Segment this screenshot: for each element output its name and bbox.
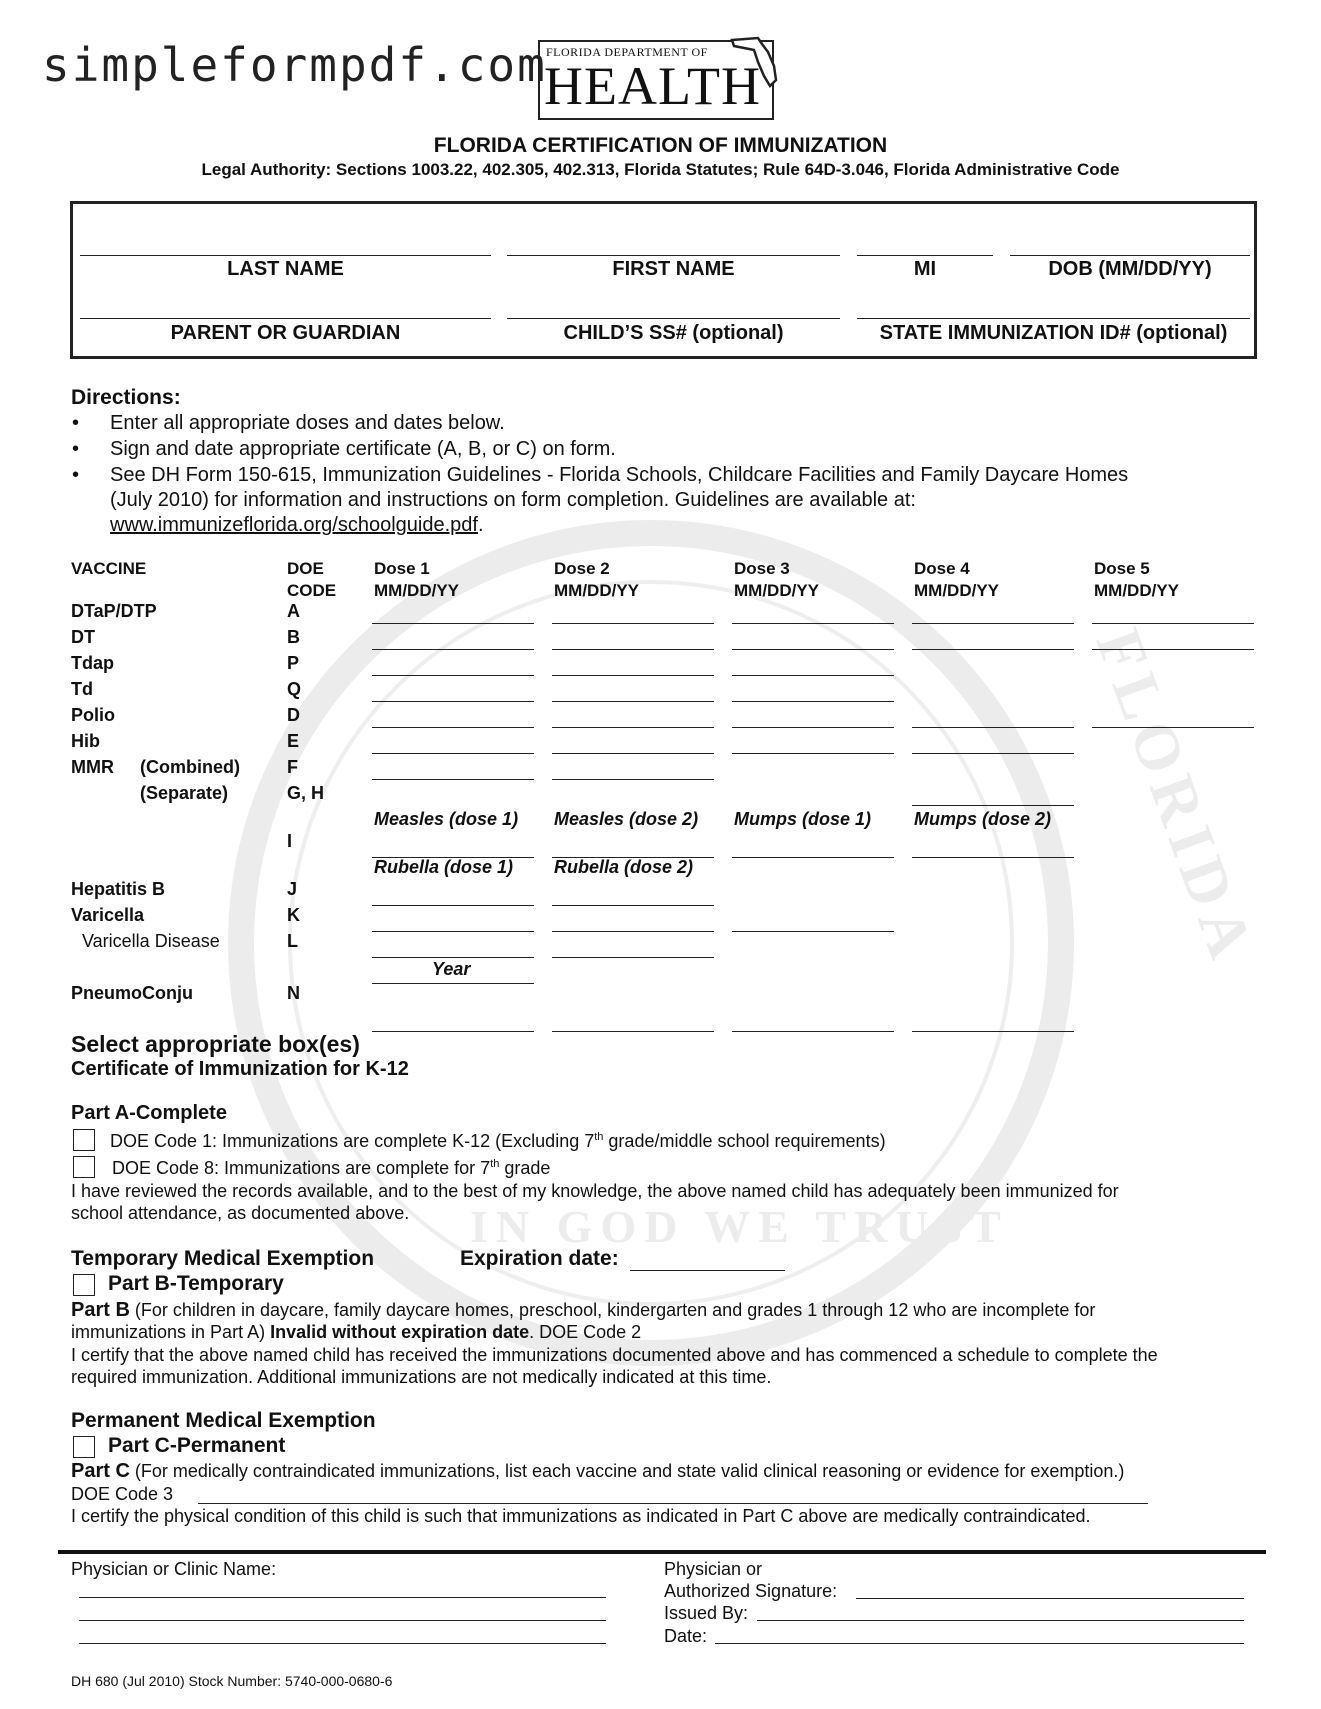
mi-label: MI — [913, 258, 937, 280]
vaccine-name: Tdap — [71, 653, 114, 673]
dose-5-header: Dose 5 — [1094, 559, 1150, 578]
dose-date-field[interactable] — [372, 957, 534, 958]
bullet-icon: • — [72, 438, 80, 460]
vaccine-code: J — [287, 879, 298, 899]
dose-date-field[interactable] — [552, 857, 714, 858]
temporary-exemption-heading: Temporary Medical Exemption — [71, 1247, 375, 1270]
dose-date-field[interactable] — [1092, 649, 1254, 650]
part-c-label: Part C — [71, 1460, 130, 1482]
part-a-heading: Part A-Complete — [71, 1102, 227, 1124]
dose-date-field[interactable] — [372, 753, 534, 754]
physician-label: Physician or — [664, 1559, 763, 1579]
vaccine-name: Polio — [71, 705, 115, 725]
part-b-label: Part B — [71, 1299, 130, 1321]
parent-guardian-field[interactable] — [80, 318, 491, 319]
clinic-name-field-3[interactable] — [79, 1643, 606, 1644]
dob-label: DOB (MM/DD/YY) — [1048, 258, 1212, 280]
issued-by-field[interactable] — [757, 1620, 1244, 1621]
dose-date-field[interactable] — [732, 623, 894, 624]
dose-date-field[interactable] — [552, 701, 714, 702]
select-heading: Select appropriate box(es) — [71, 1031, 360, 1057]
dose-date-field[interactable] — [552, 931, 714, 932]
florida-map-icon — [728, 30, 780, 90]
dose-date-field[interactable] — [552, 957, 714, 958]
clinic-name-field-2[interactable] — [79, 1620, 606, 1621]
state-immunization-id-field[interactable] — [857, 318, 1250, 319]
dose-date-field[interactable] — [1092, 727, 1254, 728]
dose-date-field[interactable] — [732, 931, 894, 932]
last-name-field[interactable] — [80, 255, 491, 256]
vaccine-code: P — [287, 653, 300, 673]
dose-date-field[interactable] — [372, 1031, 534, 1032]
clinic-name-label: Physician or Clinic Name: — [71, 1559, 277, 1579]
child-ssn-field[interactable] — [507, 318, 840, 319]
guidelines-link-line — [110, 514, 484, 537]
dose-3-format: MM/DD/YY — [734, 581, 819, 600]
dose-5-format: MM/DD/YY — [1094, 581, 1179, 600]
part-b-certification-2: required immunization. Additional immunizations are not medically indicated at this time. — [71, 1367, 772, 1387]
vaccine-name: DT — [71, 627, 95, 647]
doe-code-8-checkbox[interactable] — [73, 1156, 95, 1178]
permanent-exemption-heading: Permanent Medical Exemption — [71, 1409, 376, 1432]
part-c-desc-text: (For medically contraindicated immunizations, list each vaccine and state valid clinical reasoning or evidence for exemption.) — [129, 1461, 1125, 1481]
dose-date-field[interactable] — [372, 779, 534, 780]
bullet-icon: • — [72, 412, 80, 434]
logo-top-text: FLORIDA DEPARTMENT OF — [546, 45, 708, 59]
guidelines-link[interactable]: www.immunizeflorida.org/schoolguide.pdf — [110, 514, 478, 536]
child-ssn-label: CHILD’S SS# (optional) — [563, 322, 784, 344]
part-b-invalid-note: Invalid without expiration date — [270, 1322, 530, 1342]
dose-date-field[interactable] — [912, 753, 1074, 754]
dose-date-field[interactable] — [732, 701, 894, 702]
state-immunization-id-label: STATE IMMUNIZATION ID# (optional) — [879, 322, 1228, 344]
site-watermark: simpleformpdf.com — [42, 38, 547, 92]
code-header: CODE — [287, 581, 337, 600]
part-a-statement: I have reviewed the records available, and to the best of my knowledge, the above named child has adequately been immunized for — [71, 1181, 1119, 1201]
vaccine-code: G, H — [287, 783, 325, 803]
dose-date-field[interactable] — [552, 753, 714, 754]
vaccine-code: F — [287, 757, 298, 777]
doe-code-8-label — [112, 1158, 550, 1179]
vaccine-name: PneumoConju — [71, 983, 193, 1003]
vaccine-code: I — [287, 831, 293, 851]
legal-authority: Legal Authority: Sections 1003.22, 402.305, 402.313, Florida Statutes; Rule 64D-3.046, Florida Administrative Code — [201, 160, 1120, 179]
logo-main-text: HEALTH — [544, 56, 761, 116]
certificate-subheading: Certificate of Immunization for K-12 — [71, 1058, 409, 1080]
vaccine-name: Hib — [71, 731, 100, 751]
part-b-description-2 — [71, 1322, 641, 1343]
dose-date-field[interactable] — [552, 649, 714, 650]
dob-field[interactable] — [1010, 255, 1250, 256]
dose-date-field[interactable] — [552, 727, 714, 728]
direction-item: Sign and date appropriate certificate (A, B, or C) on form. — [110, 438, 616, 460]
part-b-certification: I certify that the above named child has received the immunizations documented above and has commenced a schedule to complete the — [71, 1345, 1158, 1365]
measles-dose-2-label: Measles (dose 2) — [554, 809, 699, 829]
doe-code-8-text: DOE Code 8: Immunizations are complete for 7 — [112, 1158, 491, 1178]
vaccine-code: E — [287, 731, 300, 751]
part-c-description — [71, 1460, 1124, 1483]
footer-divider — [58, 1550, 1266, 1554]
dose-date-field[interactable] — [372, 675, 534, 676]
part-c-reason-field[interactable] — [198, 1503, 1148, 1504]
mumps-dose-2-label: Mumps (dose 2) — [914, 809, 1052, 829]
dose-date-field[interactable] — [912, 857, 1074, 858]
dose-3-header: Dose 3 — [734, 559, 790, 578]
dose-date-field[interactable] — [1092, 623, 1254, 624]
dose-date-field[interactable] — [732, 857, 894, 858]
dose-date-field[interactable] — [912, 727, 1074, 728]
dose-date-field[interactable] — [372, 905, 534, 906]
vaccine-code: Q — [287, 679, 302, 699]
date-label: Date: — [664, 1626, 708, 1646]
date-field[interactable] — [715, 1643, 1244, 1644]
dose-date-field[interactable] — [552, 675, 714, 676]
first-name-field[interactable] — [507, 255, 840, 256]
form-stock-number: DH 680 (Jul 2010) Stock Number: 5740-000-0680-6 — [71, 1673, 393, 1689]
direction-item: See DH Form 150-615, Immunization Guidelines - Florida Schools, Childcare Facilities and Family Daycare Homes — [110, 464, 1129, 486]
parent-guardian-label: PARENT OR GUARDIAN — [170, 322, 401, 344]
part-c-checkbox[interactable] — [73, 1436, 95, 1458]
expiration-date-label: Expiration date: — [460, 1247, 619, 1270]
mumps-dose-1-label: Mumps (dose 1) — [734, 809, 872, 829]
link-period: . — [477, 514, 484, 536]
dose-date-field[interactable] — [912, 623, 1074, 624]
dose-date-field[interactable] — [372, 857, 534, 858]
part-a-statement-2: school attendance, as documented above. — [71, 1203, 410, 1223]
doe-code-1-checkbox[interactable] — [73, 1129, 95, 1151]
dose-date-field[interactable] — [732, 753, 894, 754]
vaccine-code: A — [287, 601, 300, 621]
superscript-th: th — [490, 1158, 500, 1170]
vaccine-code: N — [287, 983, 300, 1003]
dose-date-field[interactable] — [912, 649, 1074, 650]
part-b-doe-code: . DOE Code 2 — [529, 1322, 642, 1342]
part-c-certification: I certify the physical condition of this child is such that immunizations as indicated in Part C above are medically contraindicated. — [71, 1506, 1091, 1526]
part-c-checkbox-label: Part C-Permanent — [108, 1434, 286, 1457]
superscript-th: th — [594, 1131, 604, 1143]
rubella-dose-2-label: Rubella (dose 2) — [554, 857, 694, 877]
dose-4-format: MM/DD/YY — [914, 581, 999, 600]
vaccine-code: D — [287, 705, 300, 725]
dose-date-field[interactable] — [912, 1031, 1074, 1032]
direction-item-continued: (July 2010) for information and instructions on form completion. Guidelines are available at: — [110, 489, 916, 511]
dose-date-field[interactable] — [552, 779, 714, 780]
clinic-name-field-1[interactable] — [79, 1597, 606, 1598]
dose-date-field[interactable] — [552, 623, 714, 624]
seal-text-florida: FLORIDA — [1082, 619, 1270, 974]
dose-date-field[interactable] — [732, 675, 894, 676]
vaccine-subtype: (Combined) — [140, 757, 240, 777]
part-b-checkbox[interactable] — [73, 1274, 95, 1296]
dose-date-field[interactable] — [372, 649, 534, 650]
dose-2-header: Dose 2 — [554, 559, 610, 578]
last-name-label: LAST NAME — [227, 258, 344, 280]
dose-date-field[interactable] — [372, 727, 534, 728]
mi-field[interactable] — [857, 255, 993, 256]
vaccine-name: Varicella — [71, 905, 145, 925]
part-b-description — [71, 1299, 1095, 1322]
dose-date-field[interactable] — [372, 701, 534, 702]
dose-2-format: MM/DD/YY — [554, 581, 639, 600]
form-title: FLORIDA CERTIFICATION OF IMMUNIZATION — [433, 134, 888, 157]
dose-date-field[interactable] — [552, 1031, 714, 1032]
dose-date-field[interactable] — [732, 1031, 894, 1032]
expiration-date-field[interactable] — [630, 1270, 785, 1271]
part-b-checkbox-label: Part B-Temporary — [108, 1272, 284, 1295]
dose-date-field[interactable] — [372, 983, 534, 984]
dose-date-field[interactable] — [372, 931, 534, 932]
vaccine-header: VACCINE — [71, 559, 147, 578]
vaccine-name: Hepatitis B — [71, 879, 166, 899]
dose-4-header: Dose 4 — [914, 559, 970, 578]
directions-heading: Directions: — [71, 386, 181, 409]
vaccine-subtype: (Separate) — [140, 783, 229, 803]
direction-item: Enter all appropriate doses and dates below. — [110, 412, 505, 434]
dose-1-header: Dose 1 — [374, 559, 430, 578]
dose-1-format: MM/DD/YY — [374, 581, 459, 600]
issued-by-label: Issued By: — [664, 1603, 749, 1623]
doe-code-1-label — [110, 1131, 886, 1152]
doe-header: DOE — [287, 559, 324, 578]
dose-date-field[interactable] — [732, 649, 894, 650]
vaccine-code: B — [287, 627, 300, 647]
seal-text-motto: IN GOD WE TRUST — [470, 1201, 1009, 1252]
vaccine-code: K — [287, 905, 300, 925]
part-c-doe-code: DOE Code 3 — [71, 1484, 174, 1504]
bullet-icon: • — [72, 464, 80, 486]
first-name-label: FIRST NAME — [612, 258, 735, 280]
doe-code-1-text-end: grade/middle school requirements) — [603, 1131, 886, 1151]
vaccine-name: DTaP/DTP — [71, 601, 157, 621]
doe-code-1-text: DOE Code 1: Immunizations are complete K-12 (Excluding 7 — [110, 1131, 595, 1151]
dose-date-field[interactable] — [372, 623, 534, 624]
vaccine-name: Td — [71, 679, 93, 699]
doh-logo — [538, 40, 774, 120]
part-b-desc-a: immunizations in Part A) — [71, 1322, 271, 1342]
vaccine-name: MMR — [71, 757, 114, 777]
signature-field[interactable] — [856, 1598, 1244, 1599]
varicella-year-label: Year — [432, 959, 471, 979]
vaccine-code: L — [287, 931, 298, 951]
dose-date-field[interactable] — [552, 905, 714, 906]
vaccine-name: Varicella Disease — [82, 931, 220, 951]
rubella-dose-1-label: Rubella (dose 1) — [374, 857, 514, 877]
doe-code-8-text-end: grade — [499, 1158, 551, 1178]
dose-date-field[interactable] — [732, 727, 894, 728]
signature-label: Authorized Signature: — [664, 1581, 838, 1601]
dose-date-field[interactable] — [912, 805, 1074, 806]
measles-dose-1-label: Measles (dose 1) — [374, 809, 519, 829]
part-b-desc-text: (For children in daycare, family daycare homes, preschool, kindergarten and grades 1 through 12 who are incomplete for — [129, 1300, 1096, 1320]
